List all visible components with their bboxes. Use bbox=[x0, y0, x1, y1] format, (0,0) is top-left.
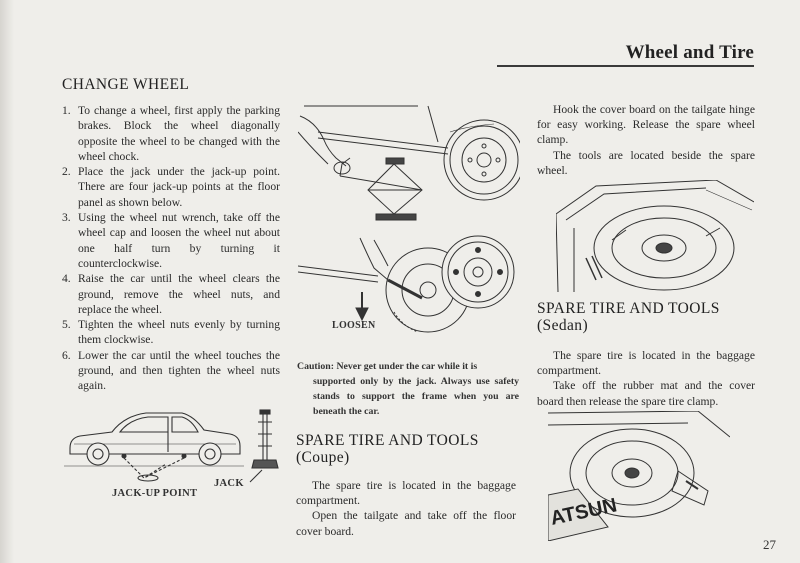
sedan-heading-line2: (Sedan) bbox=[537, 317, 589, 334]
coupe-paragraph-1: The spare tire is located in the baggage compartment. bbox=[296, 479, 516, 508]
step-item bbox=[62, 348, 280, 394]
coupe-cont-paragraph-2: The tools are located beside the spare wheel. bbox=[537, 148, 755, 177]
step-item bbox=[62, 210, 280, 271]
step-text: Using the wheel nut wrench, take off the wheel cap and loosen the wheel nut about one half turn by turning it counterclockwise. bbox=[78, 211, 280, 270]
step-number: 5. bbox=[62, 318, 71, 332]
step-item bbox=[62, 103, 280, 164]
sedan-section bbox=[537, 300, 755, 409]
change-wheel-heading: CHANGE WHEEL bbox=[62, 76, 190, 93]
coupe-trunk-illustration bbox=[556, 180, 754, 292]
sedan-heading-line1: SPARE TIRE AND TOOLS bbox=[537, 300, 720, 317]
jack-and-wheel-illustration bbox=[298, 102, 520, 236]
jack-label: JACK bbox=[214, 478, 244, 489]
jack-up-point-label: JACK-UP POINT bbox=[112, 488, 198, 499]
sedan-paragraph-1: The spare tire is located in the baggage compartment. bbox=[537, 349, 755, 378]
caution-lead: Caution: bbox=[297, 361, 335, 372]
step-item bbox=[62, 271, 280, 317]
caution-first-line: Never get under the car while it is bbox=[336, 361, 478, 372]
header-rule bbox=[497, 65, 754, 67]
coupe-heading-line1: SPARE TIRE AND TOOLS bbox=[296, 432, 479, 449]
caution-note bbox=[297, 359, 519, 419]
step-text: Raise the car until the wheel clears the ground, remove the wheel nuts, and replace the wheel. bbox=[78, 272, 280, 316]
coupe-heading-line2: (Coupe) bbox=[296, 449, 350, 466]
loosen-nut-figure bbox=[298, 232, 520, 336]
sedan-spare-tire-figure bbox=[548, 411, 730, 541]
coupe-cont-paragraph-1: Hook the cover board on the tailgate hinge for easy working. Release the spare wheel clamp. bbox=[537, 103, 755, 147]
step-item bbox=[62, 317, 280, 348]
step-item bbox=[62, 164, 280, 210]
jack-up-point-figure bbox=[64, 404, 290, 500]
loosen-label: LOOSEN bbox=[332, 320, 376, 331]
sedan-trunk-illustration bbox=[548, 411, 730, 541]
step-text: Tighten the wheel nuts evenly by turning them clockwise. bbox=[78, 318, 280, 347]
step-number: 2. bbox=[62, 165, 71, 179]
step-number: 3. bbox=[62, 211, 71, 225]
sedan-paragraph-2: Take off the rubber mat and the cover board then release the spare tire clamp. bbox=[537, 379, 755, 408]
coupe-spare-tire-figure bbox=[556, 180, 754, 292]
step-text: Place the jack under the jack-up point. There are four jack-up points at the floor panel as shown below. bbox=[78, 165, 280, 209]
section-title: Wheel and Tire bbox=[625, 42, 754, 63]
change-wheel-section bbox=[62, 76, 280, 394]
step-number: 1. bbox=[62, 104, 71, 117]
step-text: To change a wheel, first apply the parking brakes. Block the wheel diagonally opposite the wheel to be changed with the wheel chock. bbox=[78, 104, 280, 163]
jack-lifting-figure bbox=[298, 102, 520, 236]
step-number: 4. bbox=[62, 272, 71, 286]
coupe-paragraph-2: Open the tailgate and take off the floor cover board. bbox=[296, 509, 516, 538]
car-side-illustration bbox=[64, 404, 290, 500]
page-spine-shadow bbox=[0, 0, 14, 563]
change-wheel-steps bbox=[62, 103, 280, 394]
caution-body: supported only by the jack. Always use safety stands to support the frame when you are beneath the car. bbox=[313, 376, 519, 417]
coupe-continued bbox=[537, 102, 755, 178]
coupe-section bbox=[296, 432, 516, 539]
sedan-logo-text: ATSUN bbox=[548, 494, 619, 530]
step-text: Lower the car until the wheel touches the ground, and then tighten the wheel nuts again. bbox=[78, 348, 280, 393]
page-number: 27 bbox=[763, 537, 776, 552]
step-number: 6. bbox=[62, 348, 71, 362]
